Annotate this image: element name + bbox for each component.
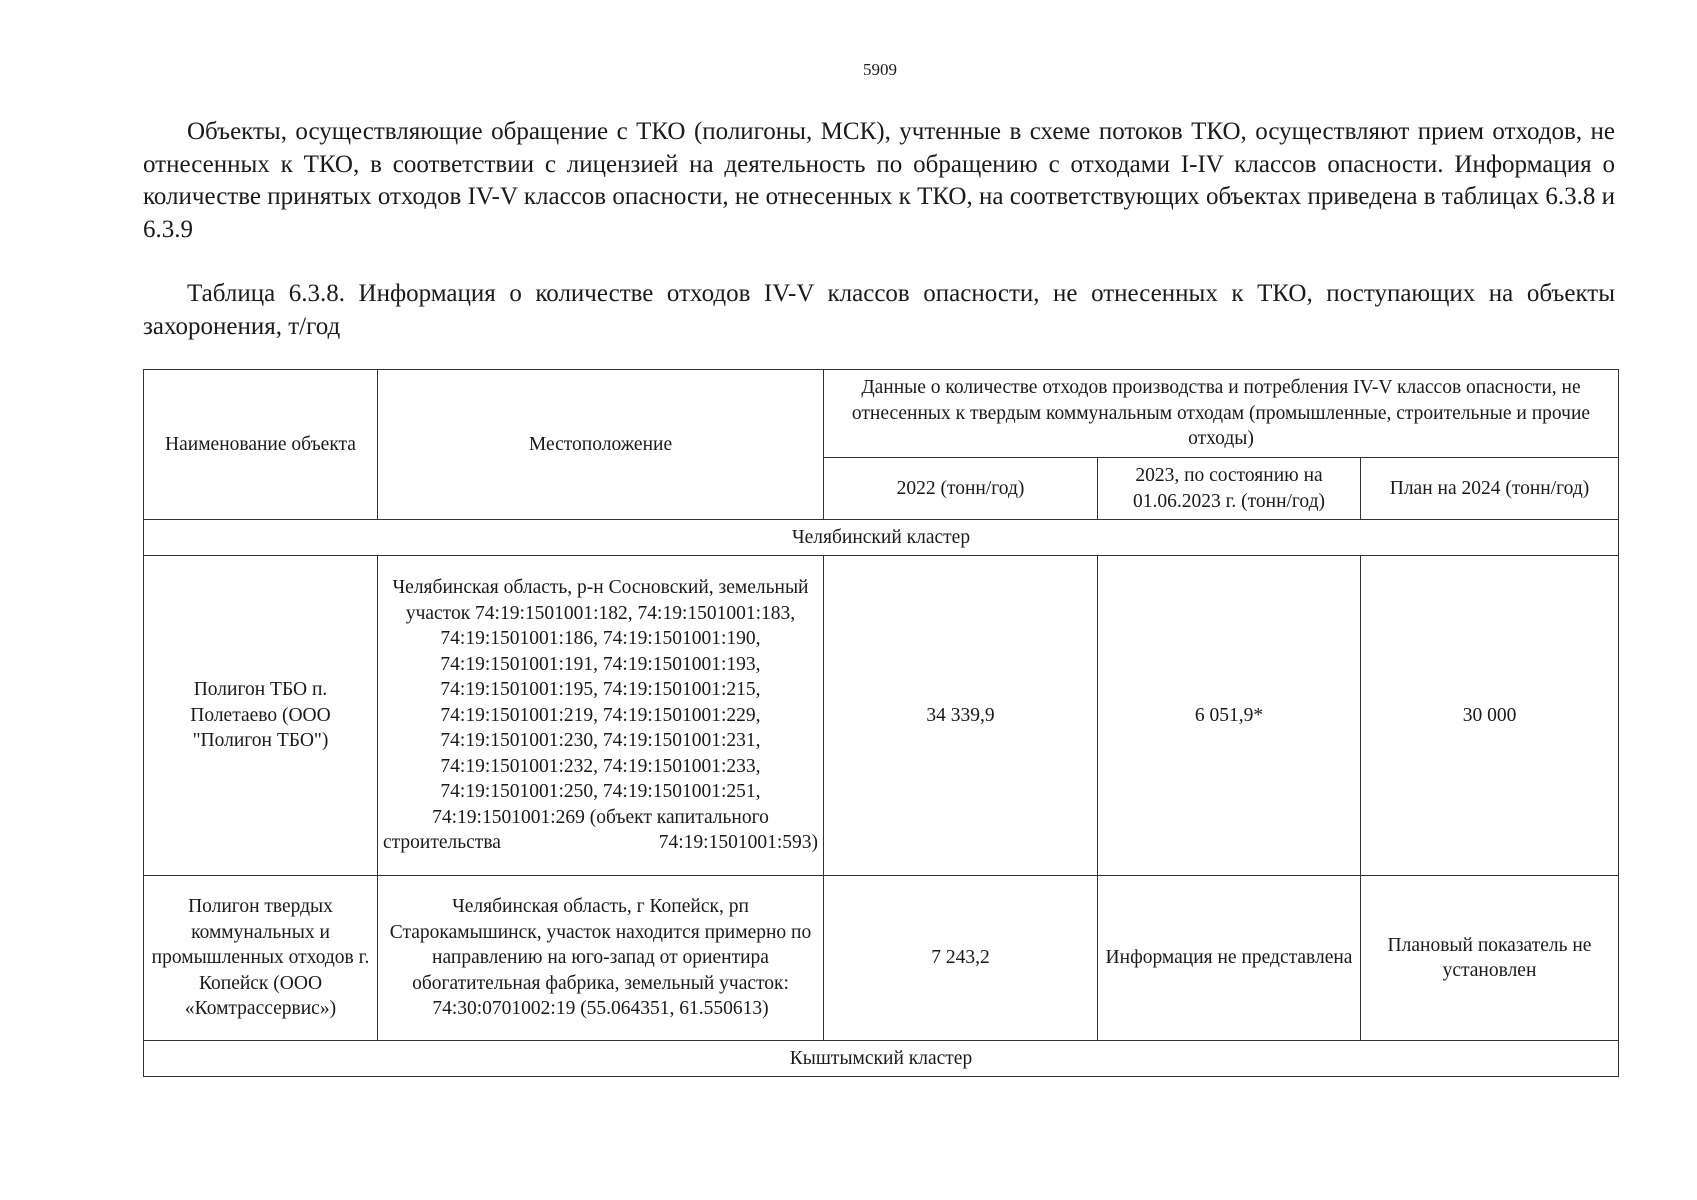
- value-2023: 6 051,9*: [1098, 556, 1361, 876]
- value-2022: 34 339,9: [824, 556, 1098, 876]
- object-name: Полигон ТБО п. Полетаево (ООО "Полигон ТБО"): [144, 556, 378, 876]
- intro-paragraph: Объекты, осуществляющие обращение с ТКО (полигоны, МСК), учтенные в схеме потоков ТКО, осуществляют прием отходов, не отнесенных к ТКО, в соответствии с лицензией на деятельность по обращению с отходами I-IV классов опасности. Информация о количестве принятых отходов IV-V классов опасности, не отнесенных к ТКО, на соответствующих объектах приведена в таблицах 6.3.8 и 6.3.9: [143, 118, 1615, 243]
- cluster-row: [144, 520, 1619, 556]
- header-2022: 2022 (тонн/год): [824, 458, 1098, 520]
- header-2024: План на 2024 (тонн/год): [1361, 458, 1619, 520]
- cluster-row: [144, 1041, 1619, 1077]
- value-2023: Информация не представлена: [1098, 876, 1361, 1041]
- header-2023: 2023, по состоянию на 01.06.2023 г. (тонн/год): [1098, 458, 1361, 520]
- header-location: Местоположение: [378, 370, 824, 520]
- table-header-row: [144, 370, 1619, 458]
- header-group: Данные о количестве отходов производства и потребления IV-V классов опасности, не отнесенных к твердым коммунальным отходам (промышленные, строительные и прочие отходы): [824, 370, 1619, 458]
- value-2024: Плановый показатель не установлен: [1361, 876, 1619, 1041]
- object-name: Полигон твердых коммунальных и промышленных отходов г. Копейск (ООО «Комтрассервис»): [144, 876, 378, 1041]
- table-row: [144, 876, 1619, 1041]
- object-location: Челябинская область, р-н Сосновский, земельный участок 74:19:1501001:182, 74:19:1501001:183, 74:19:1501001:186, 74:19:1501001:190, 74:19:1501001:191, 74:19:1501001:193, 74:19:1501001:195, 74:19:1501001:215, 74:19:1501001:219, 74:19:1501001:229, 74:19:1501001:230, 74:19:1501001:231, 74:19:1501001:232, 74:19:1501001:233, 74:19:1501001:250, 74:19:1501001:251, 74:19:1501001:269 (объект капитального строительства 74:19:1501001:593): [378, 556, 824, 876]
- table-row: [144, 556, 1619, 876]
- cluster-label: Челябинский кластер: [144, 520, 1619, 556]
- object-location: Челябинская область, г Копейск, рп Старокамышинск, участок находится примерно по направлению на юго-запад от ориентира обогатительная фабрика, земельный участок: 74:30:0701002:19 (55.064351, 61.550613): [378, 876, 824, 1041]
- cluster-label: Кыштымский кластер: [144, 1041, 1619, 1077]
- table-caption: Таблица 6.3.8. Информация о количестве отходов IV-V классов опасности, не отнесенных к ТКО, поступающих на объекты захоронения, т/год: [143, 280, 1615, 340]
- value-2022: 7 243,2: [824, 876, 1098, 1041]
- waste-table: [143, 369, 1619, 1077]
- header-object-name: Наименование объекта: [144, 370, 378, 520]
- page-number: 5909: [863, 60, 897, 79]
- value-2024: 30 000: [1361, 556, 1619, 876]
